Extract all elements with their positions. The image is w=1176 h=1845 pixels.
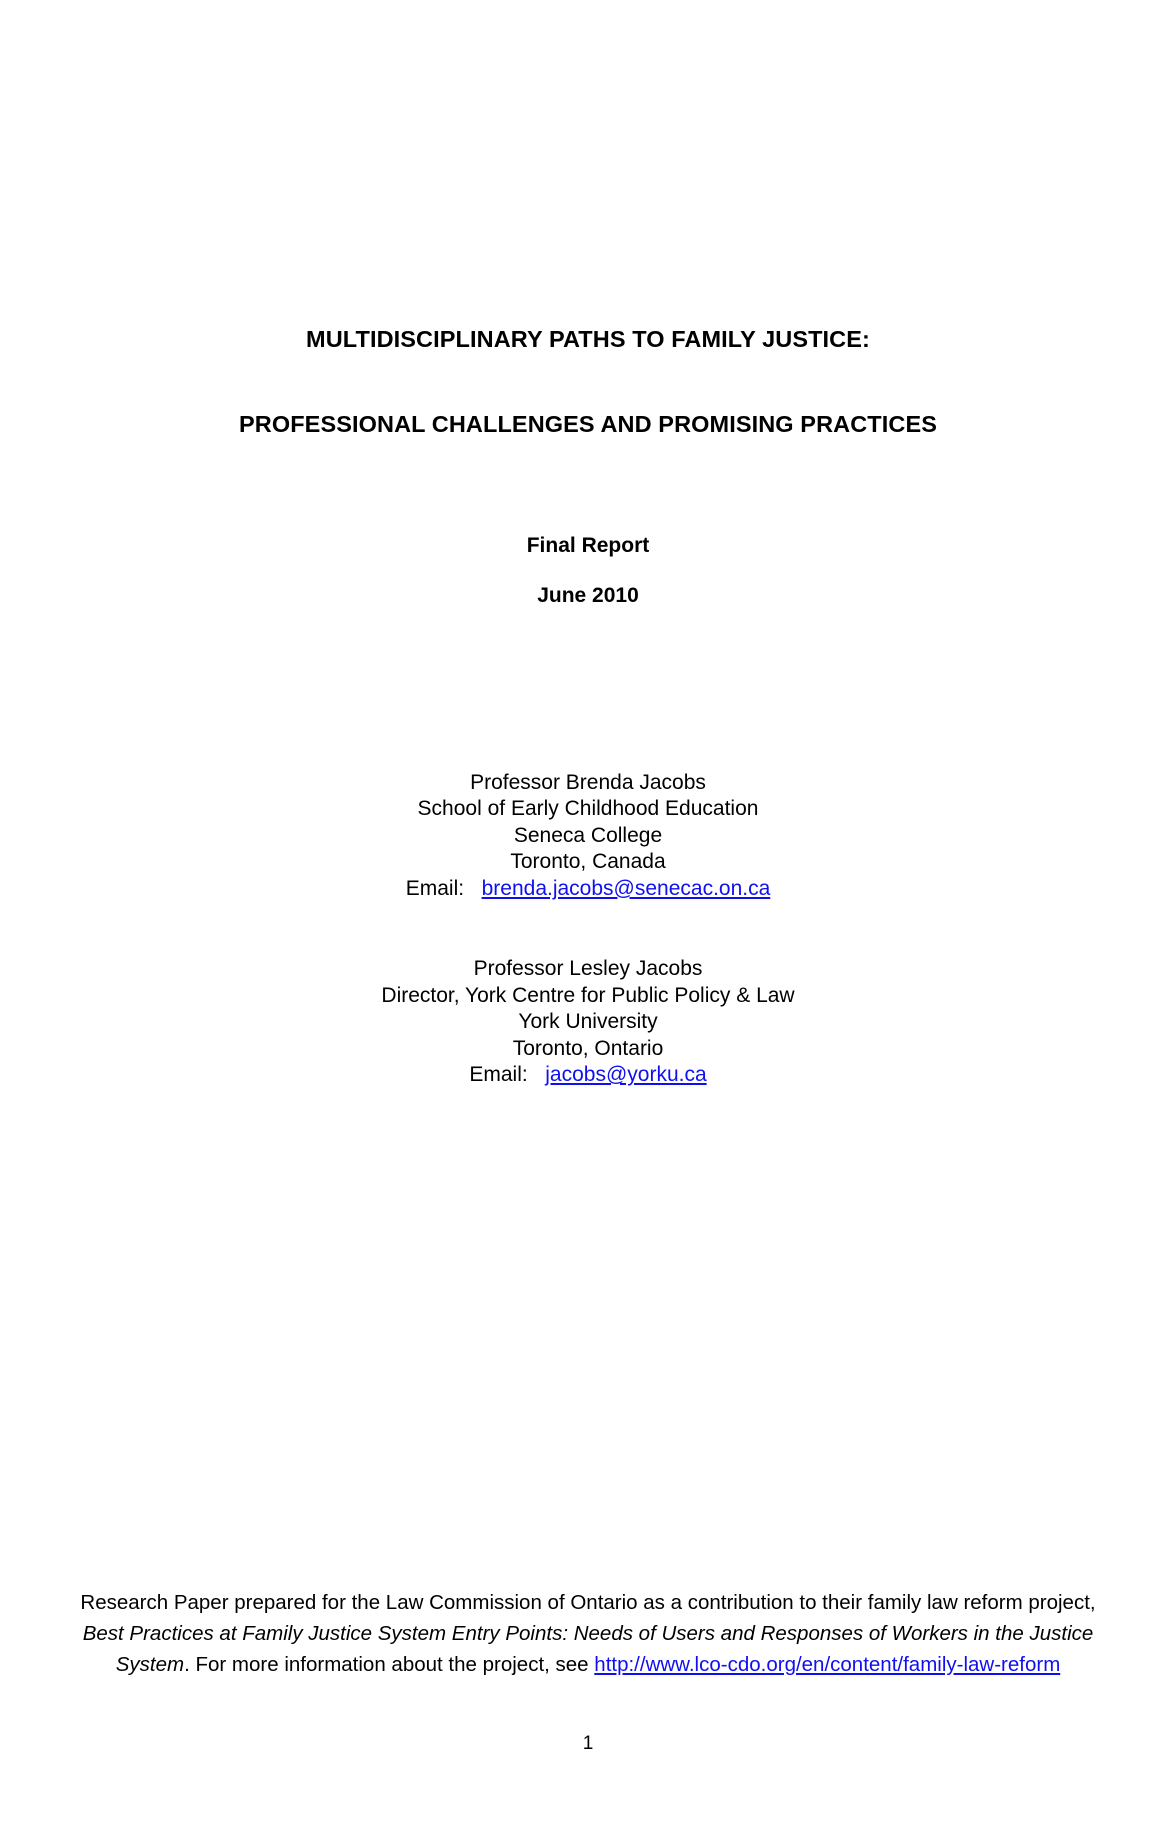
author-location: Toronto, Canada [510, 850, 666, 874]
footer-note-part-1: Research Paper prepared for the Law Commission of Ontario as a contribution to their family law reform project, [80, 1591, 1096, 1614]
author-entry [70, 770, 1106, 903]
footer-note-part-2: . For more information about the project, see [184, 1653, 589, 1676]
report-info-block [70, 533, 1106, 607]
report-date: June 2010 [537, 583, 639, 607]
report-type: Final Report [526, 534, 650, 558]
project-url-link[interactable]: http://www.lco-cdo.org/en/content/family-law-reform [594, 1653, 1061, 1676]
author-email-row [70, 1062, 1106, 1089]
document-page [0, 325, 1176, 1845]
author-institution: York University [518, 1010, 658, 1034]
author-email-label: Email: [405, 876, 465, 900]
author-email-link[interactable]: jacobs@yorku.ca [545, 1063, 707, 1087]
author-email-label: Email: [469, 1063, 528, 1087]
author-name: Professor Brenda Jacobs [470, 770, 706, 794]
document-title-line-1: MULTIDISCIPLINARY PATHS TO FAMILY JUSTICE: [306, 326, 870, 352]
document-title-line-2: PROFESSIONAL CHALLENGES AND PROMISING PRACTICES [238, 411, 937, 438]
author-name: Professor Lesley Jacobs [473, 957, 703, 981]
author-institution: Seneca College [513, 823, 663, 847]
author-affiliation: Director, York Centre for Public Policy & Law [381, 983, 795, 1007]
page-number: 1 [582, 1733, 594, 1754]
footer-note-project-title: Best Practices at Family Justice System Entry Points: Needs of Users and Responses of Workers in the Justice System [82, 1622, 1094, 1676]
title-block [70, 325, 1106, 438]
footer-note [70, 1587, 1106, 1680]
author-email-link[interactable]: brenda.jacobs@senecac.on.ca [481, 876, 771, 900]
authors-block [70, 770, 1106, 1089]
author-email-row [70, 876, 1106, 903]
author-affiliation: School of Early Childhood Education [417, 797, 759, 821]
author-entry [70, 956, 1106, 1089]
author-location: Toronto, Ontario [512, 1036, 664, 1060]
